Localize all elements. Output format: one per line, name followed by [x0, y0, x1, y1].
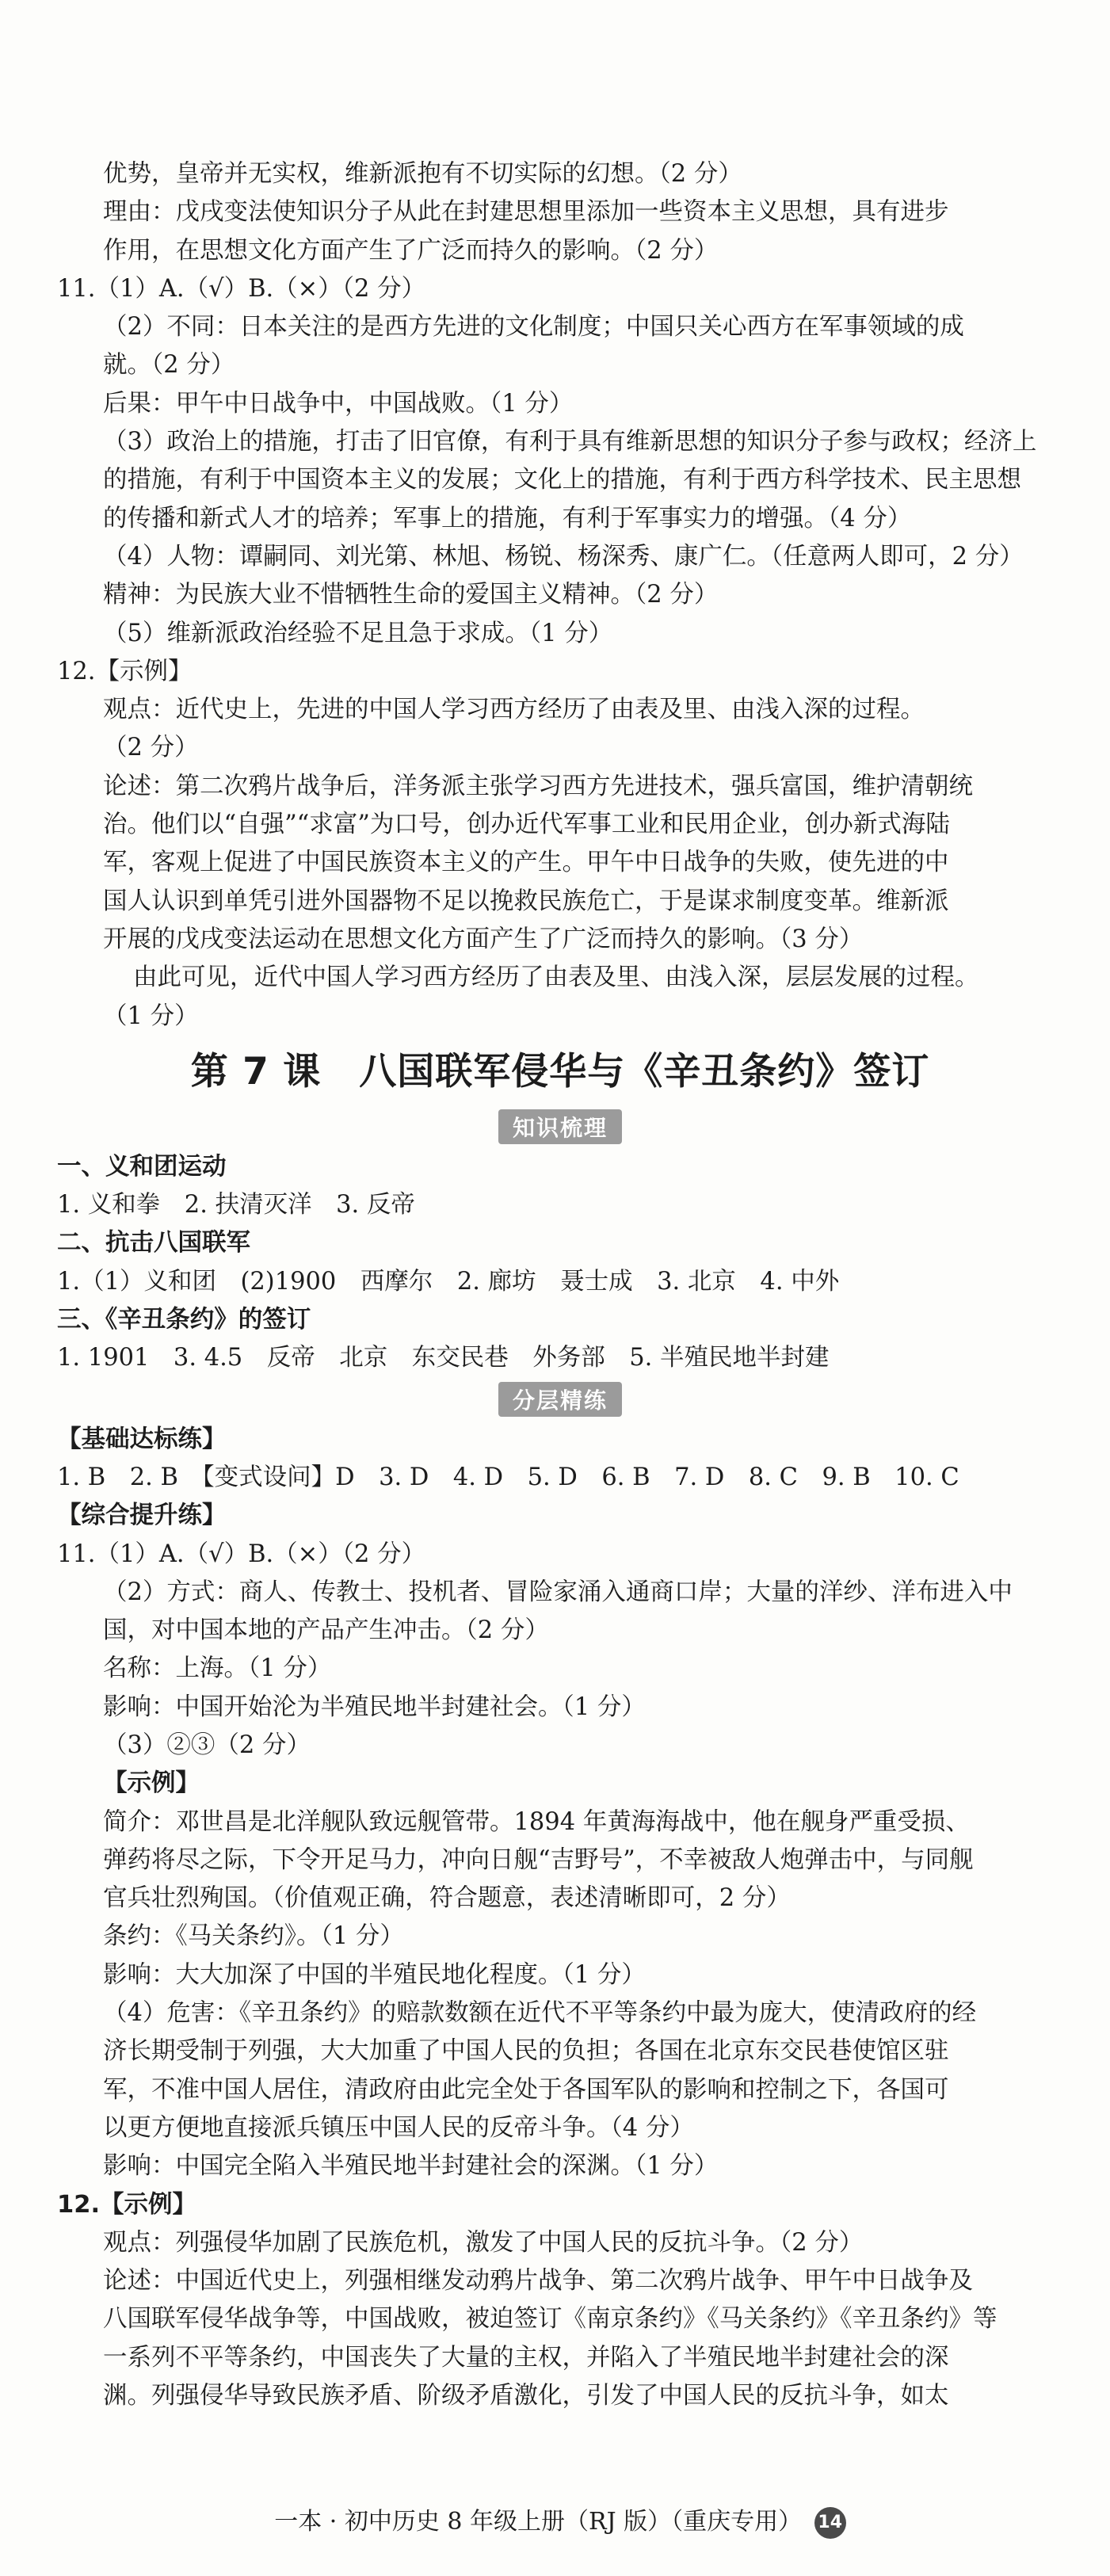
text-line: 以更方便地直接派兵镇压中国人民的反帝斗争。（4 分）	[103, 2113, 694, 2142]
text-line: 简介：邓世昌是北洋舰队致远舰管带。1894 年黄海海战中，他在舰身严重受损、	[103, 1807, 970, 1836]
text-line: （5）维新派政治经验不足且急于求成。（1 分）	[103, 619, 613, 647]
text-line: 济长期受制于列强，大大加重了中国人民的负担；各国在北京东交民巷使馆区驻	[103, 2037, 949, 2066]
section-tag-knowledge: 知识梳理	[498, 1109, 622, 1144]
question-12-line: 12.【示例】	[57, 2190, 197, 2219]
tag-wrapper	[57, 1378, 1063, 1421]
text-line: 一系列不平等条约，中国丧失了大量的主权，并陷入了半殖民地半封建社会的深	[103, 2343, 949, 2372]
section-tag-practice: 分层精练	[498, 1382, 622, 1417]
text-line: 理由：戊戌变法使知识分子从此在封建思想里添加一些资本主义思想，具有进步	[103, 198, 949, 227]
text-line: 国，对中国本地的产品产生冲击。（2 分）	[103, 1616, 549, 1645]
text-line: 军，不准中国人居住，清政府由此完全处于各国军队的影响和控制之下，各国可	[103, 2075, 949, 2104]
review-line: 1.（1）义和团 (2)1900 西摩尔 2. 廊坊 聂士成 3. 北京 4. 中外	[57, 1267, 840, 1296]
text-line: （3）②③（2 分）	[103, 1731, 311, 1759]
question-11-line: 11.（1）A.（√）B.（×）（2 分）	[57, 1540, 426, 1568]
review-line: 1. 义和拳 2. 扶清灭洋 3. 反帝	[57, 1191, 415, 1219]
footer-text: 一本 · 初中历史 8 年级上册（RJ 版）（重庆专用）	[274, 2508, 803, 2536]
text-line: 观点：近代史上，先进的中国人学习西方经历了由表及里、由浅入深的过程。	[103, 696, 925, 724]
question-11-line: 11.（1）A.（√）B.（×）（2 分）	[57, 274, 426, 303]
text-line: 开展的戊戌变法运动在思想文化方面产生了广泛而持久的影响。（3 分）	[103, 925, 864, 953]
text-line: 国人认识到单凭引进外国器物不足以挽救民族危亡，于是谋求制度变革。维新派	[103, 887, 949, 915]
text-line: 论述：中国近代史上，列强相继发动鸦片战争、第二次鸦片战争、甲午中日战争及	[103, 2267, 973, 2296]
text-line: 的传播和新式人才的培养；军事上的措施，有利于军事实力的增强。（4 分）	[103, 504, 912, 532]
text-line: 论述：第二次鸦片战争后，洋务派主张学习西方先进技术，强兵富国，维护清朝统	[103, 772, 973, 800]
page-content	[57, 155, 1063, 2415]
page-footer	[0, 2502, 1063, 2542]
text-line: 观点：列强侵华加剧了民族危机，激发了中国人民的反抗斗争。（2 分）	[103, 2228, 864, 2257]
text-line: 治。他们以“自强”“求富”为口号，创办近代军事工业和民用企业，创办新式海陆	[103, 811, 950, 839]
text-line: 由此可见，近代中国人学习西方经历了由表及里、由浅入深，层层发展的过程。	[133, 964, 979, 992]
answer-key-line: 1. B 2. B 【变式设问】D 3. D 4. D 5. D 6. B 7. D 8. C 9. B 10. C	[57, 1463, 959, 1491]
lesson-title: 第 7 课 八国联军侵华与《辛丑条约》签订	[190, 1049, 930, 1093]
question-12-line: 12.【示例】	[57, 657, 193, 685]
text-line: （2）不同：日本关注的是西方先进的文化制度；中国只关心西方在军事领域的成	[103, 313, 964, 342]
review-heading: 一、义和团运动	[57, 1152, 227, 1181]
text-line: （4）人物：谭嗣同、刘光第、林旭、杨锐、杨深秀、康广仁。（任意两人即可，2 分）	[103, 542, 1024, 571]
text-line: 就。（2 分）	[103, 351, 235, 380]
example-label: 【示例】	[103, 1769, 200, 1798]
text-line: 条约：《马关条约》。（1 分）	[103, 1922, 404, 1951]
text-line: （3）政治上的措施，打击了旧官僚，有利于具有维新思想的知识分子参与政权；经济上	[103, 428, 1037, 456]
text-line: 的措施，有利于中国资本主义的发展；文化上的措施，有利于西方科学技术、民主思想	[103, 466, 1021, 494]
text-line: （2 分）	[103, 734, 199, 762]
text-line: 渊。列强侵华导致民族矛盾、阶级矛盾激化，引发了中国人民的反抗斗争，如太	[103, 2382, 949, 2410]
text-line: 官兵壮烈殉国。（价值观正确，符合题意，表述清晰即可，2 分）	[103, 1884, 791, 1913]
review-heading: 二、抗击八国联军	[57, 1229, 250, 1257]
text-line: （4）危害：《辛丑条约》的赔款数额在近代不平等条约中最为庞大，使清政府的经	[103, 1999, 977, 2028]
text-line: 军，客观上促进了中国民族资本主义的产生。甲午中日战争的失败，使先进的中	[103, 849, 949, 877]
page-number-badge: 14	[814, 2507, 846, 2539]
text-line: 后果：甲午中日战争中，中国战败。（1 分）	[103, 389, 574, 418]
text-line: 优势，皇帝并无实权，维新派抱有不切实际的幻想。（2 分）	[103, 160, 742, 188]
text-line: 影响：中国完全陷入半殖民地半封建社会的深渊。（1 分）	[103, 2152, 719, 2181]
text-line: 影响：大大加深了中国的半殖民地化程度。（1 分）	[103, 1960, 646, 1989]
text-line: 八国联军侵华战争等，中国战败，被迫签订《南京条约》《马关条约》《辛丑条约》等	[103, 2305, 997, 2334]
review-heading: 三、《辛丑条约》的签订	[57, 1306, 311, 1334]
text-line: 名称：上海。（1 分）	[103, 1654, 332, 1683]
text-line: 影响：中国开始沦为半殖民地半封建社会。（1 分）	[103, 1693, 646, 1721]
text-line: 作用，在思想文化方面产生了广泛而持久的影响。（2 分）	[103, 236, 719, 265]
text-line: 精神：为民族大业不惜牺牲生命的爱国主义精神。（2 分）	[103, 581, 719, 609]
text-line: 弹药将尽之际，下令开足马力，冲向日舰“吉野号”，不幸被敌人炮弹击中，与同舰	[103, 1845, 974, 1874]
text-line: （1 分）	[103, 1002, 199, 1030]
text-line: （2）方式：商人、传教士、投机者、冒险家涌入通商口岸；大量的洋纱、洋布进入中	[103, 1578, 1013, 1606]
tag-wrapper	[57, 1105, 1063, 1148]
practice-heading: 【综合提升练】	[57, 1502, 227, 1530]
practice-heading: 【基础达标练】	[57, 1425, 227, 1453]
review-line: 1. 1901 3. 4.5 反帝 北京 东交民巷 外务部 5. 半殖民地半封建	[57, 1344, 830, 1372]
